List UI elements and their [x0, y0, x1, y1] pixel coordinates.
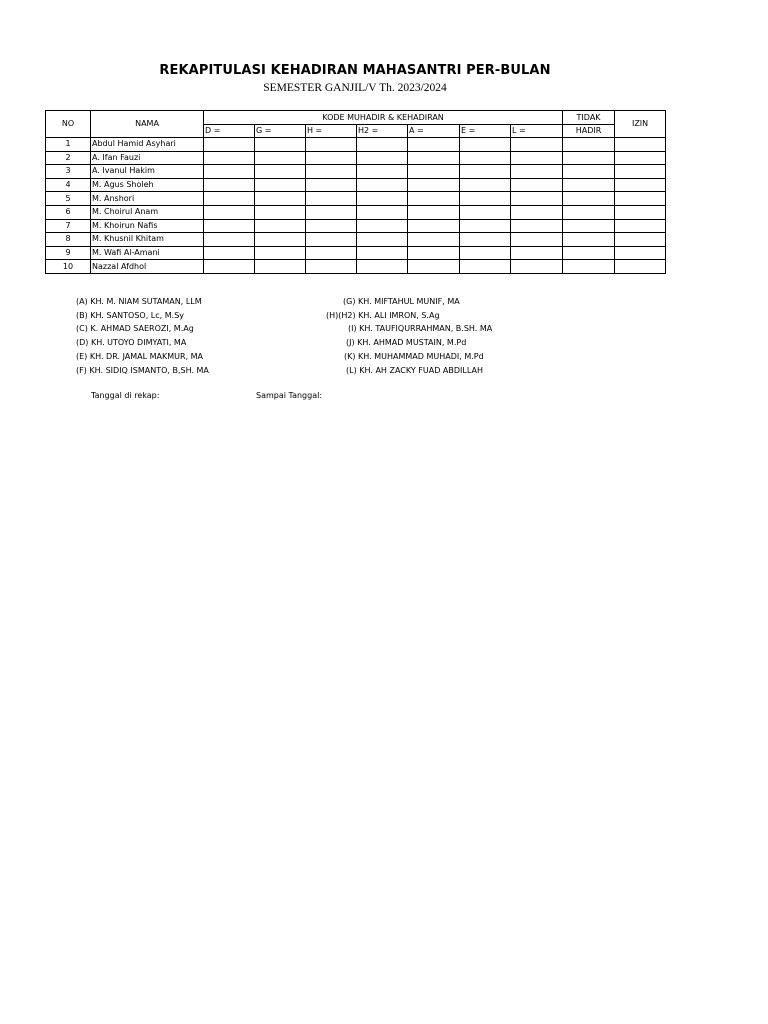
row-nama: A. Ifan Fauzi [91, 151, 204, 165]
row-nama: M. Choirul Anam [91, 205, 204, 219]
attendance-table-body [46, 111, 666, 274]
attendance-cell[interactable] [255, 165, 306, 179]
attendance-cell[interactable] [408, 138, 460, 152]
attendance-cell[interactable] [615, 219, 666, 233]
attendance-cell[interactable] [306, 165, 357, 179]
code-e: E = [460, 125, 511, 138]
attendance-cell[interactable] [615, 138, 666, 152]
legend-item: (K) KH. MUHAMMAD MUHADI, M.Pd [344, 351, 484, 361]
row-nama: M. Wafi Al-Amani [91, 246, 204, 260]
attendance-cell[interactable] [460, 233, 511, 247]
attendance-cell[interactable] [306, 233, 357, 247]
attendance-cell[interactable] [460, 165, 511, 179]
legend-left [76, 295, 209, 377]
code-h: H = [306, 125, 357, 138]
attendance-cell[interactable] [357, 178, 408, 192]
attendance-cell[interactable] [255, 151, 306, 165]
attendance-cell[interactable] [460, 260, 511, 274]
legend-item: (E) KH. DR. JAMAL MAKMUR, MA [76, 351, 204, 361]
attendance-cell[interactable] [204, 165, 255, 179]
attendance-cell[interactable] [511, 205, 563, 219]
legend-item: (A) KH. M. NIAM SUTAMAN, LLM [76, 297, 202, 306]
attendance-cell[interactable] [408, 151, 460, 165]
legend-item: (I) KH. TAUFIQURRAHMAN, B.SH. MA [348, 324, 493, 334]
attendance-cell[interactable] [511, 246, 563, 260]
attendance-cell[interactable] [357, 219, 408, 233]
attendance-cell[interactable] [255, 178, 306, 192]
attendance-cell[interactable] [563, 233, 615, 247]
tanggal-rekap-label: Tanggal di rekap: [91, 391, 160, 400]
attendance-cell[interactable] [255, 219, 306, 233]
attendance-cell[interactable] [615, 205, 666, 219]
sampai-tanggal-label: Sampai Tanggal: [256, 391, 323, 400]
attendance-cell[interactable] [204, 138, 255, 152]
row-no: 2 [46, 151, 91, 165]
attendance-cell[interactable] [615, 165, 666, 179]
attendance-cell[interactable] [460, 151, 511, 165]
attendance-cell[interactable] [357, 151, 408, 165]
attendance-cell[interactable] [511, 219, 563, 233]
legend-item: (L) KH. AH ZACKY FUAD ABDILLAH [346, 365, 483, 375]
attendance-cell[interactable] [357, 246, 408, 260]
row-no: 3 [46, 165, 91, 179]
row-nama: M. Anshori [91, 192, 204, 206]
row-no: 4 [46, 178, 91, 192]
code-h2: H2 = [357, 125, 408, 138]
attendance-cell[interactable] [408, 219, 460, 233]
attendance-cell[interactable] [615, 246, 666, 260]
attendance-cell[interactable] [460, 192, 511, 206]
attendance-cell[interactable] [306, 246, 357, 260]
table-row [46, 219, 666, 233]
row-no: 5 [46, 192, 91, 206]
attendance-cell[interactable] [408, 233, 460, 247]
attendance-cell[interactable] [460, 246, 511, 260]
attendance-cell[interactable] [306, 205, 357, 219]
header-tidak-hadir-bottom: HADIR [563, 125, 615, 138]
attendance-cell[interactable] [563, 165, 615, 179]
row-no: 7 [46, 219, 91, 233]
legend-item: (G) KH. MIFTAHUL MUNIF, MA [343, 297, 460, 306]
row-no: 1 [46, 138, 91, 152]
attendance-cell[interactable] [204, 178, 255, 192]
attendance-cell[interactable] [408, 246, 460, 260]
attendance-cell[interactable] [460, 219, 511, 233]
code-d: D = [204, 125, 255, 138]
header-tidak-hadir-top: TIDAK [563, 111, 615, 125]
attendance-cell[interactable] [204, 219, 255, 233]
attendance-cell[interactable] [357, 260, 408, 274]
attendance-cell[interactable] [306, 178, 357, 192]
attendance-cell[interactable] [615, 260, 666, 274]
attendance-cell[interactable] [357, 233, 408, 247]
attendance-cell[interactable] [255, 246, 306, 260]
legend-item: (H)(H2) KH. ALI IMRON, S.Ag [326, 310, 440, 320]
attendance-cell[interactable] [511, 260, 563, 274]
attendance-cell[interactable] [255, 192, 306, 206]
attendance-cell[interactable] [357, 165, 408, 179]
row-no: 9 [46, 246, 91, 260]
attendance-cell[interactable] [255, 205, 306, 219]
header-no: NO [46, 111, 91, 138]
code-g: G = [255, 125, 306, 138]
table-row [46, 205, 666, 219]
table-row [46, 192, 666, 206]
attendance-cell[interactable] [255, 233, 306, 247]
attendance-cell[interactable] [460, 138, 511, 152]
attendance-cell[interactable] [511, 151, 563, 165]
attendance-cell[interactable] [306, 138, 357, 152]
legend-item: (J) KH. AHMAD MUSTAIN, M.Pd [346, 338, 467, 348]
row-nama: M. Agus Sholeh [91, 178, 204, 192]
attendance-cell[interactable] [615, 233, 666, 247]
legend-right [326, 295, 492, 377]
row-nama: Nazzal Afdhol [91, 260, 204, 274]
row-no: 6 [46, 205, 91, 219]
attendance-cell[interactable] [511, 233, 563, 247]
table-header-row [46, 111, 666, 125]
attendance-cell[interactable] [204, 192, 255, 206]
attendance-cell[interactable] [615, 151, 666, 165]
attendance-cell[interactable] [306, 219, 357, 233]
attendance-cell[interactable] [511, 138, 563, 152]
table-row [46, 138, 666, 152]
table-row [46, 151, 666, 165]
legend-item: (C) K. AHMAD SAEROZI, M.Ag [76, 324, 194, 334]
row-no: 8 [46, 233, 91, 247]
row-nama: Abdul Hamid Asyhari [91, 138, 204, 152]
attendance-cell[interactable] [204, 205, 255, 219]
attendance-cell[interactable] [563, 205, 615, 219]
attendance-cell[interactable] [357, 138, 408, 152]
attendance-cell[interactable] [204, 233, 255, 247]
header-kode: KODE MUHADIR & KEHADIRAN [204, 111, 563, 125]
table-row [46, 246, 666, 260]
table-row [46, 165, 666, 179]
attendance-cell[interactable] [563, 246, 615, 260]
page-subtitle: SEMESTER GANJIL/V Th. 2023/2024 [263, 82, 447, 94]
attendance-cell[interactable] [204, 246, 255, 260]
attendance-cell[interactable] [255, 138, 306, 152]
attendance-cell[interactable] [204, 151, 255, 165]
attendance-cell[interactable] [563, 192, 615, 206]
attendance-cell[interactable] [511, 178, 563, 192]
row-nama: A. Ivanul Hakim [91, 165, 204, 179]
attendance-cell[interactable] [563, 260, 615, 274]
row-no: 10 [46, 260, 91, 274]
table-row [46, 233, 666, 247]
attendance-cell[interactable] [615, 178, 666, 192]
attendance-table [45, 110, 666, 274]
attendance-cell[interactable] [563, 138, 615, 152]
attendance-cell[interactable] [408, 260, 460, 274]
attendance-cell[interactable] [357, 192, 408, 206]
header-nama: NAMA [91, 111, 204, 138]
code-a: A = [408, 125, 460, 138]
header-izin: IZIN [615, 111, 666, 138]
attendance-cell[interactable] [306, 151, 357, 165]
attendance-cell[interactable] [511, 165, 563, 179]
attendance-cell[interactable] [357, 205, 408, 219]
legend-item: (D) KH. UTOYO DIMYATI, MA [76, 338, 187, 348]
attendance-cell[interactable] [204, 260, 255, 274]
attendance-cell[interactable] [460, 178, 511, 192]
attendance-cell[interactable] [255, 260, 306, 274]
legend-item: (B) KH. SANTOSO, Lc, M.Sy [76, 310, 185, 320]
attendance-cell[interactable] [408, 178, 460, 192]
page-title: REKAPITULASI KEHADIRAN MAHASANTRI PER-BULAN [159, 63, 551, 78]
attendance-cell[interactable] [563, 178, 615, 192]
attendance-cell[interactable] [408, 165, 460, 179]
row-nama: M. Khoirun Nafis [91, 219, 204, 233]
code-l: L = [511, 125, 563, 138]
attendance-cell[interactable] [306, 192, 357, 206]
table-row [46, 260, 666, 274]
attendance-cell[interactable] [460, 205, 511, 219]
attendance-cell[interactable] [306, 260, 357, 274]
attendance-cell[interactable] [563, 151, 615, 165]
attendance-cell[interactable] [511, 192, 563, 206]
attendance-cell[interactable] [615, 192, 666, 206]
attendance-cell[interactable] [563, 219, 615, 233]
table-row [46, 178, 666, 192]
row-nama: M. Khusnil Khitam [91, 233, 204, 247]
attendance-cell[interactable] [408, 205, 460, 219]
attendance-cell[interactable] [408, 192, 460, 206]
legend-item: (F) KH. SIDIQ ISMANTO, B,SH. MA [76, 365, 209, 375]
